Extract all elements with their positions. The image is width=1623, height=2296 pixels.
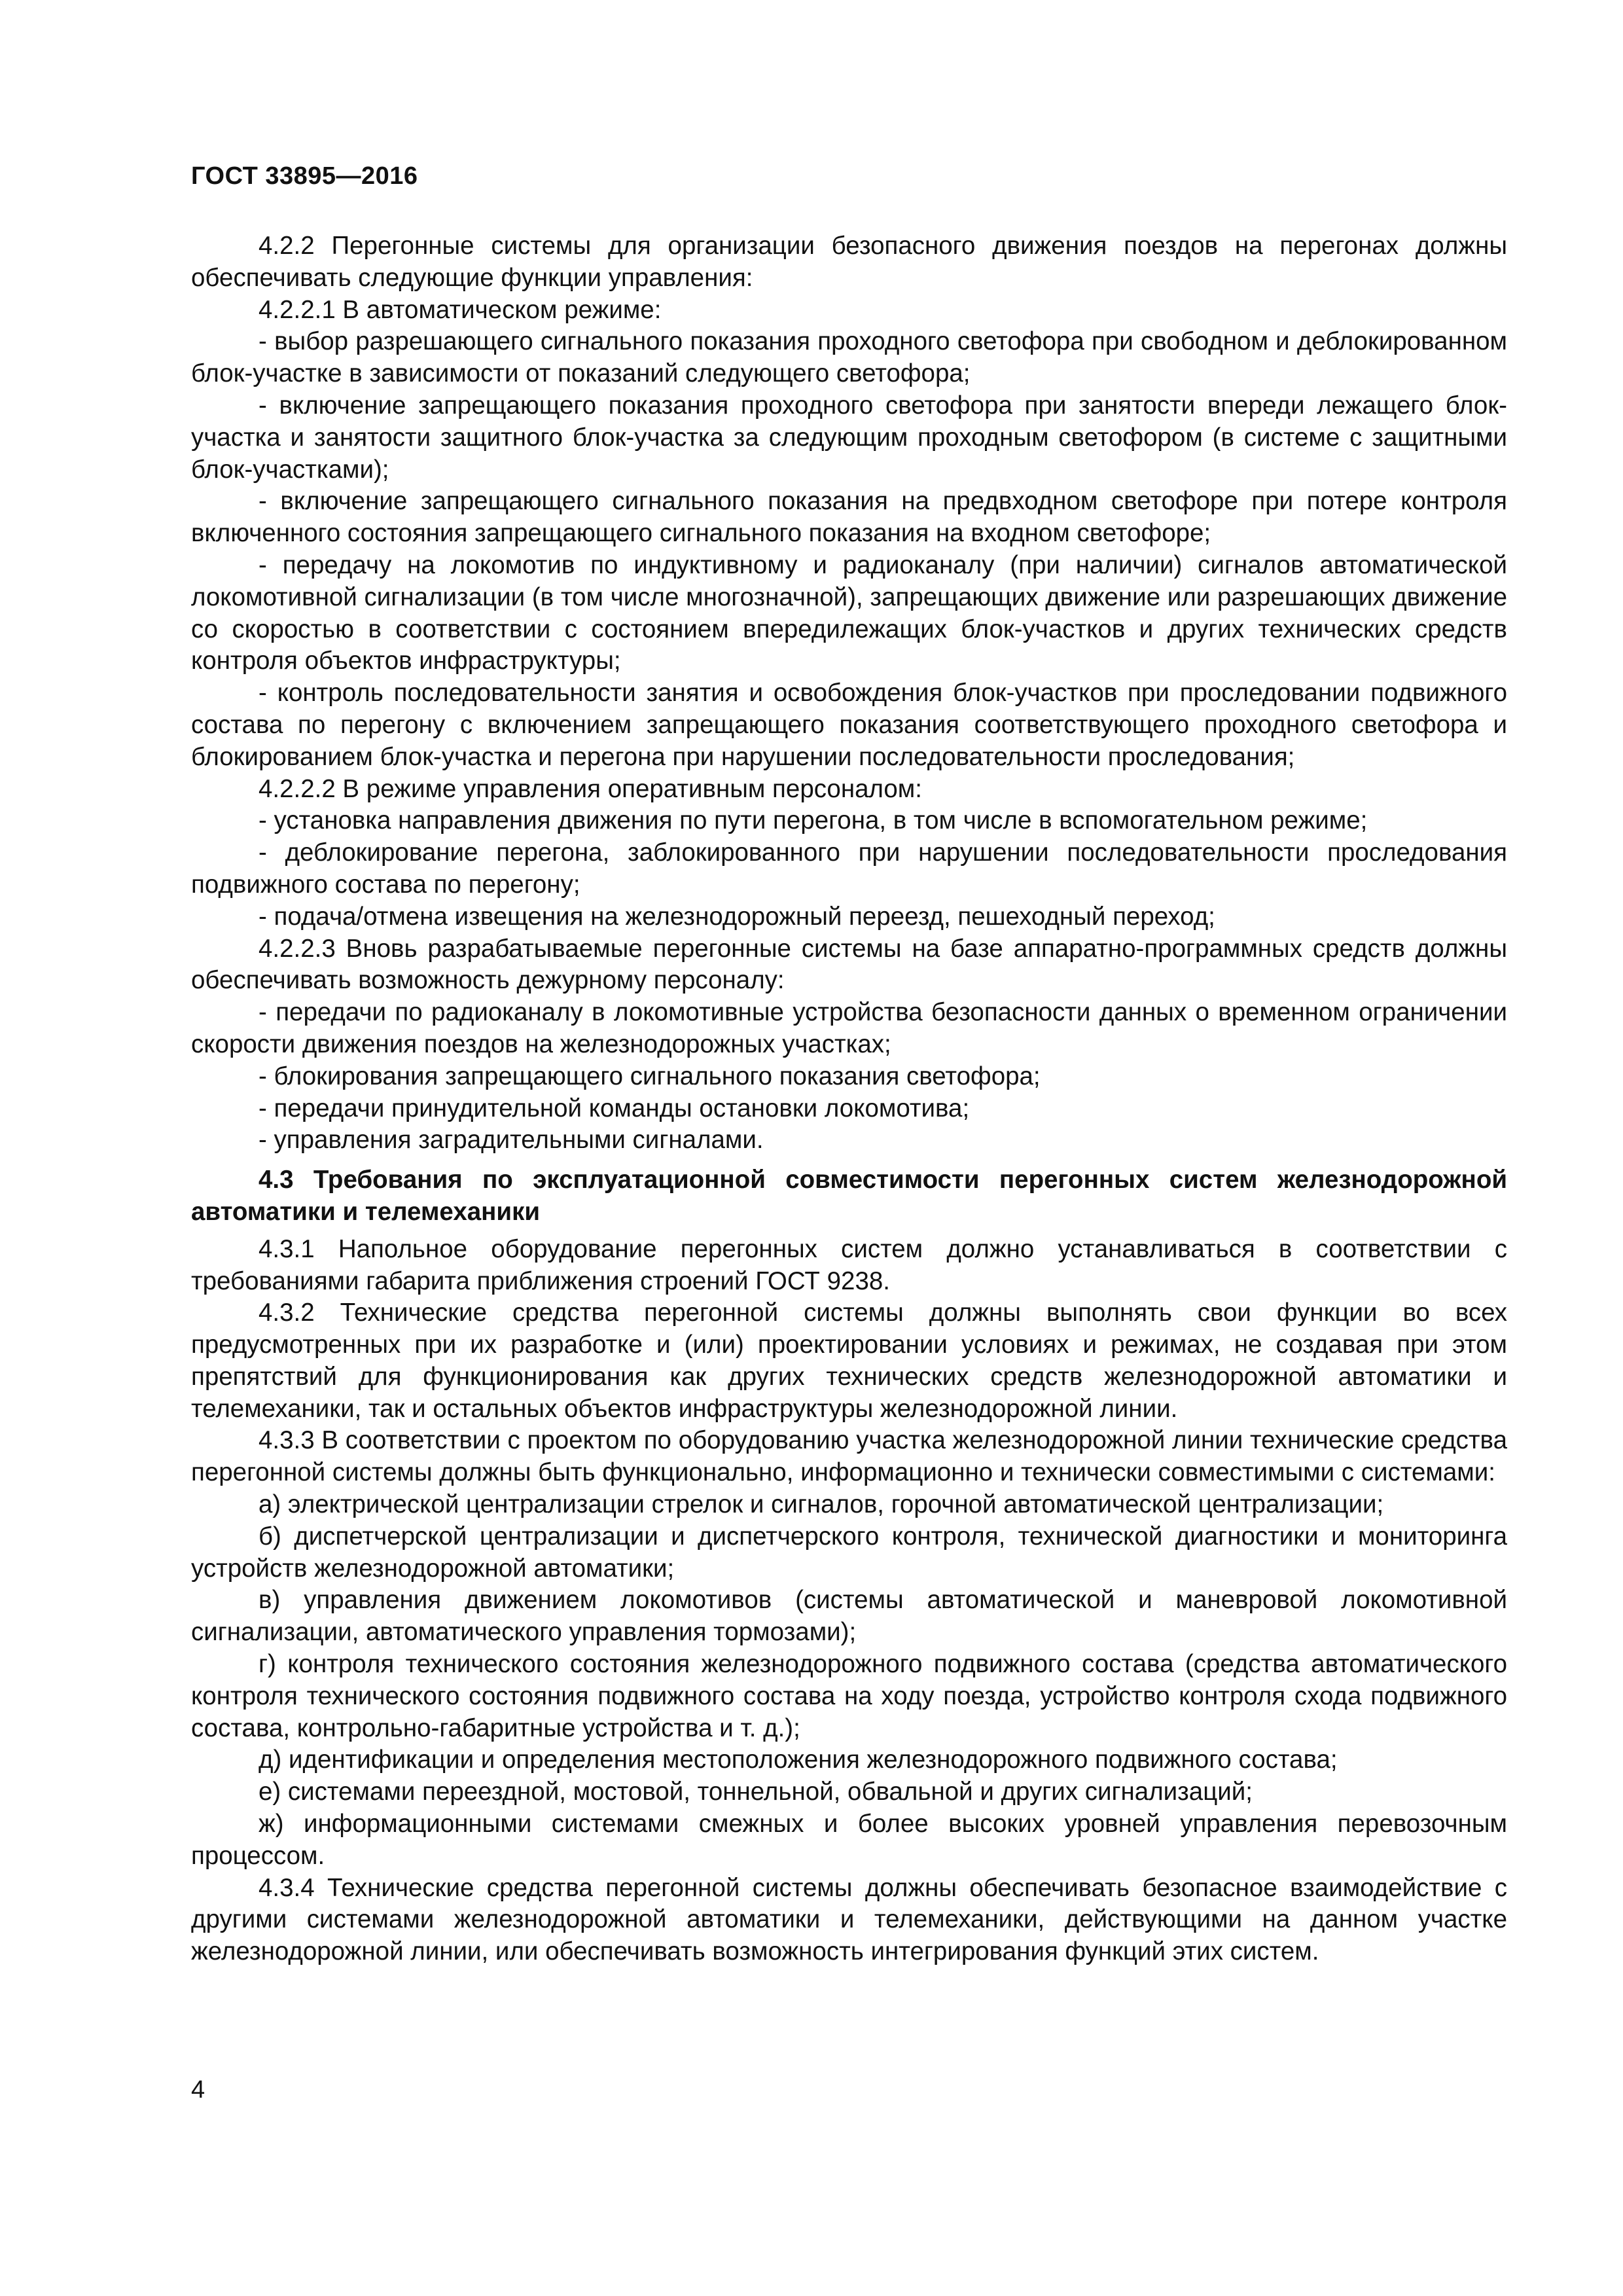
list-item: - выбор разрешающего сигнального показания проходного светофора при свободном и деблокированном блок-участке в зависимости от показаний следующего светофора; xyxy=(191,327,1507,388)
paragraph: 4.2.2 Перегонные системы для организации безопасного движения поездов на перегонах должны обеспечивать следующие функции управления: xyxy=(191,232,1507,292)
list-item: - включение запрещающего сигнального показания на предвходном светофоре при потере контроля включенного состояния запрещающего сигнального показания на входном светофоре; xyxy=(191,487,1507,548)
list-item: - управления заградительными сигналами. xyxy=(259,1126,764,1155)
list-item: - установка направления движения по пути перегона, в том числе в вспомогательном режиме; xyxy=(259,806,1368,835)
list-item: - подача/отмена извещения на железнодорожный переезд, пешеходный переход; xyxy=(259,902,1215,931)
list-item: е) системами переездной, мостовой, тоннельной, обвальной и других сигнализаций; xyxy=(259,1778,1253,1806)
document-body xyxy=(191,230,1507,1968)
list-item: а) электрической централизации стрелок и сигналов, горочной автоматической централизации; xyxy=(259,1490,1384,1519)
list-item: - передачу на локомотив по индуктивному и радиоканалу (при наличии) сигналов автоматической локомотивной сигнализации (в том числе многозначной), запрещающих движение или разрешающих движение со скоростью в соответствии с состоянием впередилежащих блок-участков и других технических средств контроля объектов инфраструктуры; xyxy=(191,550,1507,675)
paragraph: 4.3.3 В соответствии с проектом по оборудованию участка железнодорожной линии технические средства перегонной системы должны быть функционально, информационно и технически совместимыми с системами: xyxy=(191,1426,1507,1487)
list-item: в) управления движением локомотивов (системы автоматической и маневровой локомотивной сигнализации, автоматического управления тормозами); xyxy=(191,1586,1507,1647)
list-item: г) контроля технического состояния железнодорожного подвижного состава (средства автоматического контроля технического состояния подвижного состава на ходу поезда, устройство контроля схода подвижного состава, контрольно-габаритные устройства и т. д.); xyxy=(191,1650,1507,1742)
list-item: - передачи по радиоканалу в локомотивные устройства безопасности данных о временном ограничении скорости движения поездов на железнодорожных участках; xyxy=(191,998,1507,1058)
paragraph: 4.2.2.3 Вновь разрабатываемые перегонные системы на базе аппаратно-программных средств должны обеспечивать возможность дежурному персоналу: xyxy=(191,934,1507,995)
paragraph: 4.2.2.1 В автоматическом режиме: xyxy=(259,295,662,324)
paragraph: 4.3.4 Технические средства перегонной системы должны обеспечивать безопасное взаимодействие с другими системами железнодорожной автоматики и телемеханики, действующими на данном участке железнодорожной линии, или обеспечивать возможность интегрирования функций этих систем. xyxy=(191,1873,1507,1966)
page-number: 4 xyxy=(191,2076,205,2104)
list-item: - деблокирование перегона, заблокированного при нарушении последовательности проследования подвижного состава по перегону; xyxy=(191,838,1507,899)
list-item: - передачи принудительной команды остановки локомотива; xyxy=(259,1094,970,1122)
list-item: - блокирования запрещающего сигнального показания светофора; xyxy=(259,1062,1041,1090)
standard-code-header: ГОСТ 33895—2016 xyxy=(191,162,418,190)
list-item: б) диспетчерской централизации и диспетчерского контроля, технической диагностики и мониторинга устройств железнодорожной автоматики; xyxy=(191,1522,1507,1583)
list-item: д) идентификации и определения местоположения железнодорожного подвижного состава; xyxy=(259,1746,1338,1774)
list-item: - включение запрещающего показания проходного светофора при занятости впереди лежащего блок-участка и занятости защитного блок-участка за следующим проходным светофором (в системе с защитными блок-участками); xyxy=(191,391,1507,484)
list-item: ж) информационными системами смежных и более высоких уровней управления перевозочным процессом. xyxy=(191,1810,1507,1870)
section-heading: 4.3 Требования по эксплуатационной совместимости перегонных систем железнодорожной автоматики и телемеханики xyxy=(191,1166,1507,1226)
paragraph: 4.3.2 Технические средства перегонной системы должны выполнять свои функции во всех предусмотренных при их разработке и (или) проектировании условиях и режимах, не создавая при этом препятствий для функционирования как других технических средств железнодорожной автоматики и телемеханики, так и остальных объектов инфраструктуры железнодорожной линии. xyxy=(191,1299,1507,1423)
list-item: - контроль последовательности занятия и освобождения блок-участков при проследовании подвижного состава по перегону с включением запрещающего показания соответствующего проходного светофора и блокированием блок-участка и перегона при нарушении последовательности проследования; xyxy=(191,679,1507,771)
paragraph: 4.2.2.2 В режиме управления оперативным персоналом: xyxy=(259,774,922,803)
paragraph: 4.3.1 Напольное оборудование перегонных систем должно устанавливаться в соответствии с требованиями габарита приближения строений ГОСТ 9238. xyxy=(191,1234,1507,1295)
